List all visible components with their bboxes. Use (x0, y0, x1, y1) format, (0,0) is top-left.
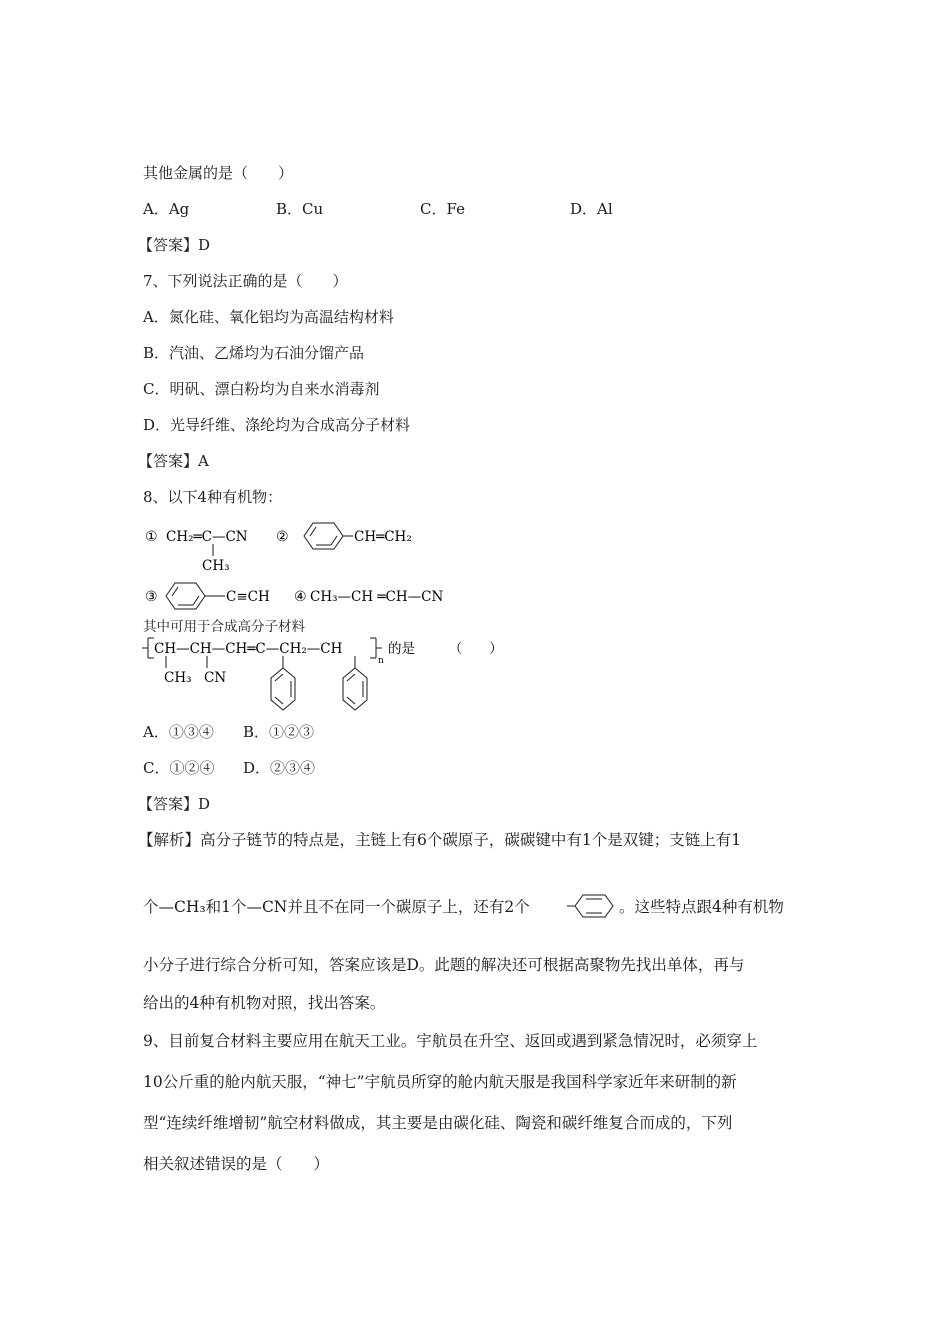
compound-2-number: ② (276, 529, 289, 545)
q8-compounds-svg (140, 520, 480, 610)
q8-polymer-intro: 其中可用于合成高分子材料 (143, 619, 305, 635)
q8-analysis-benzene-icon (567, 891, 619, 921)
q9-line-2: 10公斤重的舱内航天服，“神七”宇航员所穿的舱内航天服是我国科学家近年来研制的新 (143, 1073, 737, 1091)
q8-stem: 8、以下4种有机物： (143, 488, 283, 506)
q6-option-d: D．Al (570, 200, 613, 218)
q8-option-d: D．②③④ (243, 759, 316, 777)
q8-analysis-line-2b: 。这些特点跟4种有机物 (619, 898, 784, 916)
compound-2-group: CH═CH₂ (354, 529, 412, 545)
q9-line-4: 相关叙述错误的是（ ） (143, 1155, 330, 1173)
q7-option-a: A．氮化硅、氧化铝均为高温结构材料 (143, 308, 394, 326)
compound-4-formula: CH₃—CH ═CH—CN (310, 589, 444, 605)
q9-line-1: 9、目前复合材料主要应用在航天工业。宇航员在升空、返回或遇到紧急情况时，必须穿上 (143, 1032, 758, 1050)
q6-stem-end: 其他金属的是（ ） (143, 164, 294, 182)
compound-1-number: ① (145, 529, 158, 545)
q8-option-a: A．①③④ (143, 723, 214, 741)
q8-analysis-line-1: 【解析】高分子链节的特点是，主链上有6个碳原子，碳碳键中有1个是双键；支链上有1 (138, 831, 742, 849)
q8-analysis-line-4: 给出的4种有机物对照，找出答案。 (143, 994, 386, 1012)
polymer-n-subscript: n (378, 656, 384, 666)
compound-1-branch: CH₃ (202, 558, 230, 574)
compound-3-number: ③ (145, 589, 158, 605)
q7-option-c: C．明矾、漂白粉均为自来水消毒剂 (143, 380, 380, 398)
compound-1-formula: CH₂═C—CN (166, 529, 248, 545)
q8-analysis-line-2a: 个—CH₃和1个—CN并且不在同一个碳原子上，还有2个 (143, 898, 530, 916)
q6-option-c: C．Fe (420, 200, 465, 218)
q8-answer: 【答案】D (138, 795, 211, 813)
polymer-chain: CH—CH—CH═C—CH₂—CH (154, 641, 343, 657)
polymer-tail: 的是 （ ） (388, 641, 503, 657)
q6-option-b: B．Cu (276, 200, 324, 218)
q9-line-3: 型“连续纤维增韧”航空材料做成，其主要是由碳化硅、陶瓷和碳纤维复合而成的，下列 (143, 1114, 733, 1132)
compound-3-group: C≡CH (226, 589, 270, 605)
q8-polymer-svg (140, 632, 540, 716)
polymer-sub-cn: CN (204, 670, 227, 686)
q7-answer: 【答案】A (138, 452, 209, 470)
polymer-sub-ch3: CH₃ (164, 670, 192, 686)
q8-analysis-line-3: 小分子进行综合分析可知，答案应该是D。此题的解决还可根据高聚物先找出单体，再与 (143, 956, 745, 974)
compound-4-number: ④ (294, 589, 307, 605)
q7-stem: 7、下列说法正确的是（ ） (143, 272, 348, 290)
q7-option-d: D．光导纤维、涤纶均为合成高分子材料 (143, 416, 411, 434)
q8-option-c: C．①②④ (143, 759, 215, 777)
q7-option-b: B．汽油、乙烯均为石油分馏产品 (143, 344, 365, 362)
q6-option-a: A．Ag (143, 200, 190, 218)
q8-option-b: B．①②③ (243, 723, 315, 741)
q6-answer: 【答案】D (138, 236, 211, 254)
